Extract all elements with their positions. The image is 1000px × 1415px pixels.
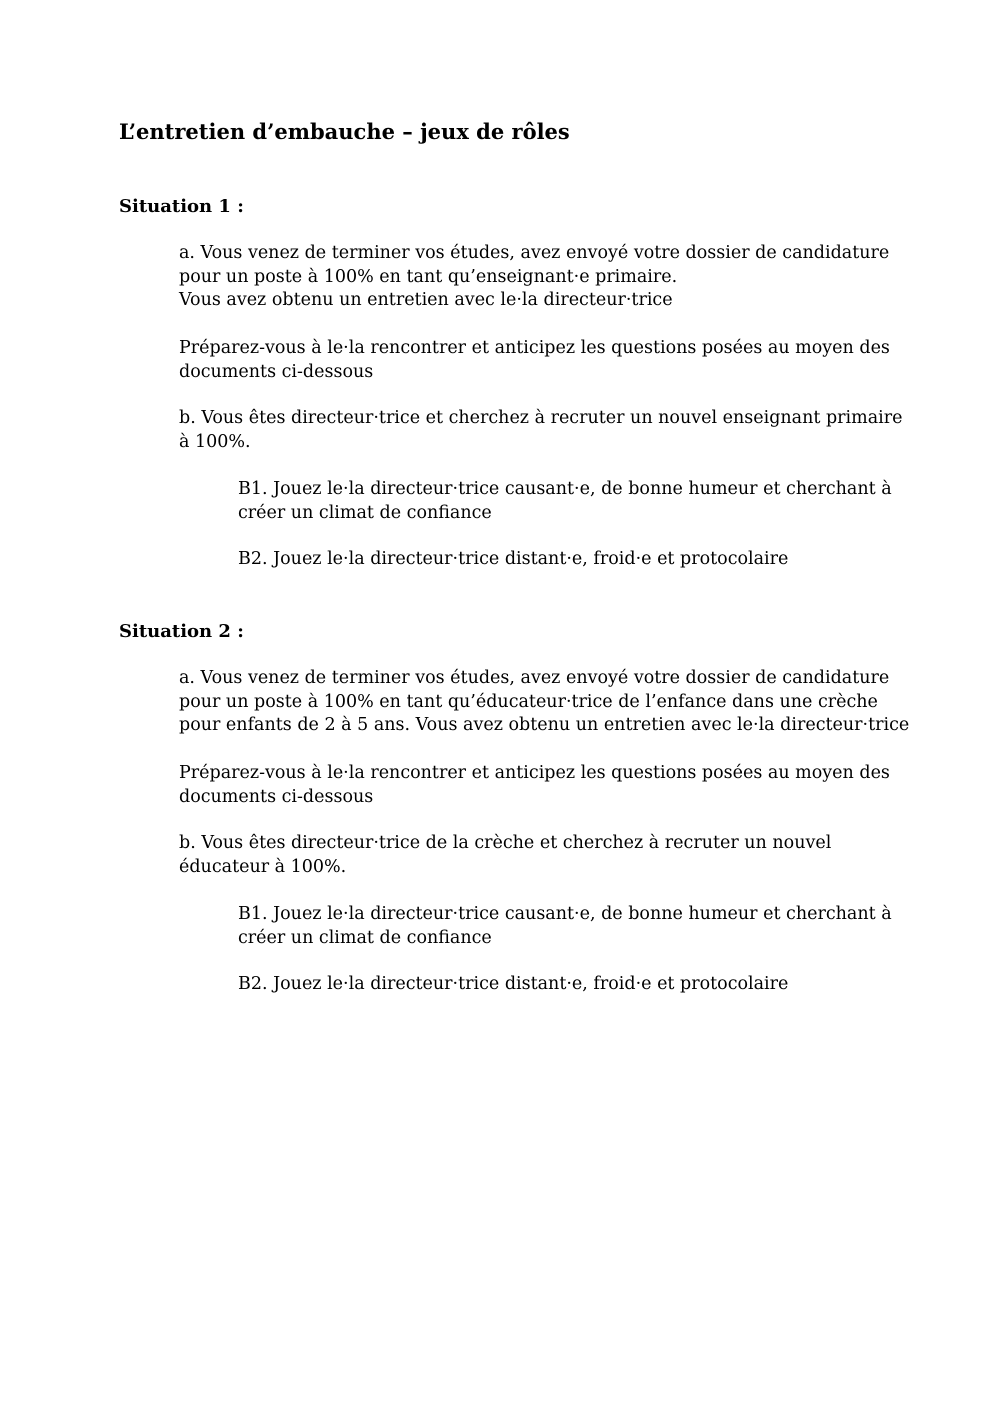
situation-2-paragraph-a <box>179 667 909 738</box>
paragraph-line: b. Vous êtes directeur·trice et cherchez à recruter un nouvel enseignant primaire <box>179 408 903 428</box>
paragraph-line: pour un poste à 100% en tant qu’éducateur·trice de l’enfance dans une crèche <box>179 691 878 712</box>
paragraph-line: B2. Jouez le·la directeur·trice distant·e, froid·e et protocolaire <box>238 974 789 994</box>
paragraph-line: Préparez-vous à le·la rencontrer et anticipez les questions posées au moyen des <box>179 763 890 783</box>
situation-1-b1 <box>238 478 892 525</box>
paragraph-line: créer un climat de confiance <box>238 502 492 523</box>
paragraph-line: B1. Jouez le·la directeur·trice causant·e, de bonne humeur et cherchant à <box>238 479 892 499</box>
paragraph-line: B2. Jouez le·la directeur·trice distant·e, froid·e et protocolaire <box>238 549 789 569</box>
situation-1-heading: Situation 1 : <box>119 196 244 217</box>
situation-2-b2 <box>238 973 788 997</box>
paragraph-line: à 100%. <box>179 431 251 452</box>
paragraph-line: éducateur à 100%. <box>179 856 347 877</box>
paragraph-line: a. Vous venez de terminer vos études, avez envoyé votre dossier de candidature <box>179 668 890 688</box>
situation-1-preparation <box>179 337 890 384</box>
paragraph-line: Préparez-vous à le·la rencontrer et anticipez les questions posées au moyen des <box>179 338 890 358</box>
situation-1-b2 <box>238 548 788 572</box>
paragraph-line: pour enfants de 2 à 5 ans. Vous avez obtenu un entretien avec le·la directeur·trice <box>179 715 910 735</box>
paragraph-line: documents ci-dessous <box>179 361 374 382</box>
paragraph-line: Vous avez obtenu un entretien avec le·la directeur·trice <box>179 290 673 310</box>
paragraph-line: b. Vous êtes directeur·trice de la crèche et cherchez à recruter un nouvel <box>179 833 832 853</box>
paragraph-line: a. Vous venez de terminer vos études, avez envoyé votre dossier de candidature <box>179 243 890 263</box>
situation-2-heading: Situation 2 : <box>119 621 244 642</box>
situation-1-paragraph-a <box>179 242 889 313</box>
paragraph-line: B1. Jouez le·la directeur·trice causant·e, de bonne humeur et cherchant à <box>238 904 892 924</box>
document-title: L’entretien d’embauche – jeux de rôles <box>119 119 570 144</box>
situation-1-paragraph-b <box>179 407 902 454</box>
situation-2-b1 <box>238 903 892 950</box>
situation-2-preparation <box>179 762 890 809</box>
situation-2-paragraph-b <box>179 832 831 879</box>
paragraph-line: créer un climat de confiance <box>238 927 492 948</box>
paragraph-line: documents ci-dessous <box>179 786 374 807</box>
paragraph-line: pour un poste à 100% en tant qu’enseignant·e primaire. <box>179 266 678 287</box>
